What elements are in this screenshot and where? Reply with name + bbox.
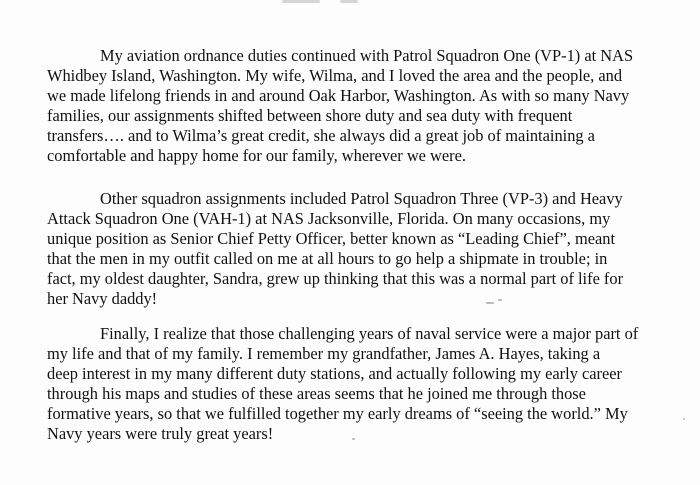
scan-artifact-mark bbox=[340, 0, 358, 3]
paragraph-line: her Navy daddy! bbox=[47, 289, 158, 308]
paragraph-line: Attack Squadron One (VAH-1) at NAS Jacksonville, Florida. On many occasions, my bbox=[47, 209, 611, 228]
paragraph-line: that the men in my outfit called on me at all hours to go help a shipmate in trouble; in bbox=[47, 249, 608, 268]
paragraph-line: My aviation ordnance duties continued with Patrol Squadron One (VP-1) at NAS bbox=[100, 46, 634, 65]
paragraph-line: through his maps and studies of these areas seems that he joined me through those bbox=[47, 384, 586, 403]
paragraph-line: we made lifelong friends in and around Oak Harbor, Washington. As with so many Navy bbox=[47, 86, 630, 105]
scan-speck bbox=[498, 299, 502, 301]
paragraph-line: formative years, so that we fulfilled together my early dreams of “seeing the world.” My bbox=[47, 404, 628, 423]
paragraph-line: Whidbey Island, Washington. My wife, Wilma, and I loved the area and the people, and bbox=[47, 66, 623, 85]
paragraph-line: Navy years were truly great years! bbox=[47, 424, 274, 443]
paragraph-line: families, our assignments shifted between shore duty and sea duty with frequent bbox=[47, 106, 573, 125]
paragraph-line: unique position as Senior Chief Petty Officer, better known as “Leading Chief”, meant bbox=[47, 229, 616, 248]
paragraph-line: Other squadron assignments included Patrol Squadron Three (VP-3) and Heavy bbox=[100, 189, 623, 208]
scan-artifact-mark bbox=[282, 0, 320, 3]
paragraph-squadron-assignments bbox=[47, 189, 687, 309]
paragraph-line: deep interest in my many different duty stations, and actually following my early career bbox=[47, 364, 623, 383]
paragraph-aviation-duties bbox=[47, 46, 687, 166]
scan-speck bbox=[486, 302, 494, 304]
scan-speck bbox=[352, 438, 355, 440]
paragraph-line: transfers…. and to Wilma’s great credit, she always did a great job of maintaining a bbox=[47, 126, 595, 145]
scan-speck bbox=[683, 418, 685, 420]
paragraph-line: my life and that of my family. I remember my grandfather, James A. Hayes, taking a bbox=[47, 344, 601, 363]
paragraph-line: Finally, I realize that those challenging years of naval service were a major part of bbox=[100, 324, 639, 343]
paragraph-line: fact, my oldest daughter, Sandra, grew up thinking that this was a normal part of life for bbox=[47, 269, 624, 288]
paragraph-line: comfortable and happy home for our family, wherever we were. bbox=[47, 146, 467, 165]
paragraph-naval-service-reflection bbox=[47, 324, 687, 444]
